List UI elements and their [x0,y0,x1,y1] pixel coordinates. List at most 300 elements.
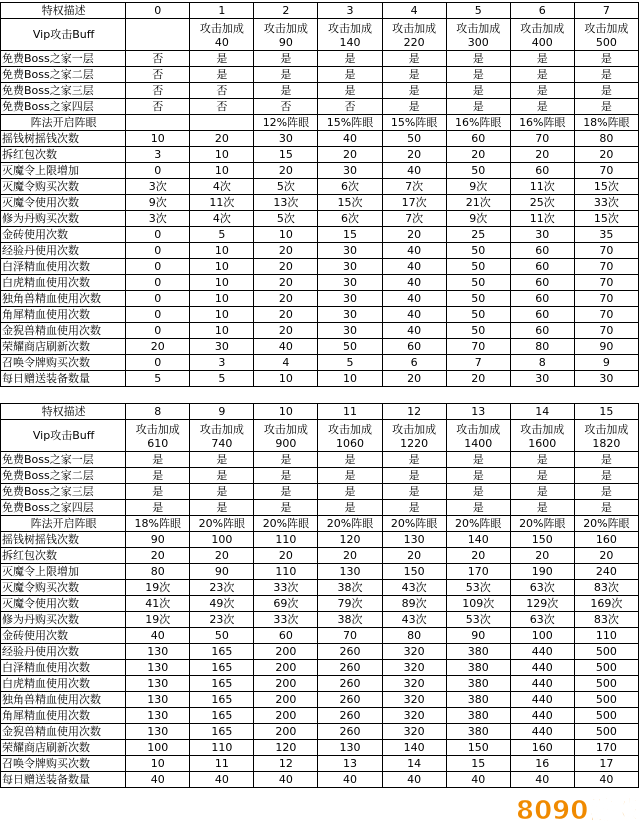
table-cell: 20 [254,323,318,339]
table-cell: 90 [190,564,254,580]
table-row [1,323,639,339]
buff-value: 40 [214,36,229,49]
row-label: Vip攻击Buff [1,19,126,51]
table-cell: 是 [382,51,446,67]
table-row [1,291,639,307]
row-label: 免费Boss之家三层 [1,484,126,500]
table-cell: 是 [446,500,510,516]
table-cell: 20 [190,131,254,147]
table-cell: 0 [126,227,190,243]
vip-level-header: 9 [190,404,254,420]
table-cell: 10 [254,371,318,387]
buff-prefix: 攻击加成 [456,22,501,35]
logo-text: 8090游戏 [516,796,636,826]
table-cell: 23次 [190,612,254,628]
table-cell: 30 [318,275,382,291]
table-row [1,468,639,484]
table-cell: 10 [126,131,190,147]
table-cell: 25次 [510,195,574,211]
table-cell: 是 [318,67,382,83]
table-cell: 380 [446,692,510,708]
row-label: 免费Boss之家二层 [1,468,126,484]
table-row [1,676,639,692]
table-cell: 70 [574,243,638,259]
table-cell: 120 [254,740,318,756]
table-cell: 169次 [574,596,638,612]
vip-level-header: 14 [510,404,574,420]
table-cell: 40 [382,259,446,275]
table-cell: 320 [382,644,446,660]
table-cell: 500 [574,676,638,692]
table-cell: 70 [574,291,638,307]
table-cell: 是 [126,500,190,516]
buff-value: 90 [278,36,293,49]
table-cell: 是 [446,99,510,115]
table-cell: 0 [126,323,190,339]
vip-level-header: 0 [126,3,190,19]
table-header-row [1,3,639,19]
table-cell: 0 [126,307,190,323]
table-cell: 260 [318,660,382,676]
table-cell: 110 [254,532,318,548]
table-cell: 40 [382,323,446,339]
table-cell: 17次 [382,195,446,211]
table-cell: 是 [446,452,510,468]
buff-cell [318,19,382,51]
table-cell: 12%阵眼 [254,115,318,131]
table-cell: 13 [318,756,382,772]
table-cell: 50 [318,339,382,355]
table-cell: 10 [190,275,254,291]
table-cell: 440 [510,708,574,724]
table-cell: 440 [510,644,574,660]
row-label: 独角兽精血使用次数 [1,692,126,708]
table-cell: 20 [254,291,318,307]
table-cell: 是 [190,468,254,484]
table-cell: 70 [574,275,638,291]
row-label: 召唤令牌购买次数 [1,756,126,772]
table-cell: 30 [318,243,382,259]
table-cell: 30 [318,307,382,323]
table-cell: 60 [382,339,446,355]
table-cell: 38次 [318,612,382,628]
row-label: 阵法开启阵眼 [1,516,126,532]
table-cell: 80 [510,339,574,355]
table-cell: 129次 [510,596,574,612]
table-cell: 110 [190,740,254,756]
table-cell: 150 [382,564,446,580]
table-row [1,724,639,740]
table-cell: 是 [382,83,446,99]
table-cell: 4 [254,355,318,371]
table-cell: 320 [382,676,446,692]
table-cell: 89次 [382,596,446,612]
table-cell: 0 [126,259,190,275]
table-cell: 30 [254,131,318,147]
table-cell: 240 [574,564,638,580]
row-label: 免费Boss之家四层 [1,500,126,516]
table-cell: 150 [510,532,574,548]
table-cell: 是 [574,99,638,115]
table-cell: 是 [318,500,382,516]
table-cell: 是 [510,83,574,99]
table-cell: 10 [190,259,254,275]
buff-prefix: 攻击加成 [520,423,565,436]
table-cell: 20%阵眼 [446,516,510,532]
table-cell: 150 [446,740,510,756]
table-cell: 20 [254,307,318,323]
table-cell: 是 [574,67,638,83]
table-cell: 否 [126,99,190,115]
table-cell: 50 [446,323,510,339]
row-label: 灭魔令购买次数 [1,580,126,596]
buff-cell [510,19,574,51]
table-cell: 440 [510,692,574,708]
table-cell: 是 [254,484,318,500]
table-cell: 53次 [446,612,510,628]
table-cell: 15 [318,227,382,243]
table-cell: 是 [446,67,510,83]
buff-value: 1220 [400,437,429,450]
buff-cell [190,420,254,452]
table-row [1,275,639,291]
table-cell: 是 [254,83,318,99]
table-cell: 否 [254,99,318,115]
table-cell [190,115,254,131]
buff-value: 740 [211,437,233,450]
table-cell: 是 [190,452,254,468]
buff-value: 1600 [528,437,557,450]
row-label: 独角兽精血使用次数 [1,291,126,307]
table-cell: 170 [446,564,510,580]
vip-table-levels-0-7 [0,2,639,387]
table-row [1,211,639,227]
vip-level-header: 11 [318,404,382,420]
table-cell: 130 [126,708,190,724]
table-cell: 15次 [318,195,382,211]
table-row [1,564,639,580]
table-cell: 是 [510,500,574,516]
table-cell: 是 [446,468,510,484]
table-cell: 4次 [190,179,254,195]
table-cell: 83次 [574,612,638,628]
table-cell: 40 [254,339,318,355]
table-cell: 是 [574,83,638,99]
table-cell: 是 [254,468,318,484]
table-cell: 30 [574,371,638,387]
table-cell: 380 [446,724,510,740]
table-cell: 20%阵眼 [574,516,638,532]
buff-prefix: 攻击加成 [584,22,629,35]
vip-table-levels-8-15 [0,403,639,788]
table-row [1,484,639,500]
table-row [1,339,639,355]
table-cell: 17 [574,756,638,772]
table-row [1,355,639,371]
table-cell: 190 [510,564,574,580]
buff-prefix: 攻击加成 [456,423,501,436]
buff-value: 1060 [336,437,365,450]
row-label: 白虎精血使用次数 [1,676,126,692]
header-label: 特权描述 [1,3,126,19]
table-cell: 是 [190,500,254,516]
table-cell: 40 [318,131,382,147]
row-label: 金砖使用次数 [1,227,126,243]
table-cell: 160 [574,532,638,548]
table-cell: 260 [318,724,382,740]
buff-cell [446,19,510,51]
table-cell: 79次 [318,596,382,612]
table-cell: 40 [574,772,638,788]
buff-cell [254,420,318,452]
table-cell: 5次 [254,211,318,227]
table-cell: 4次 [190,211,254,227]
table-cell: 14 [382,756,446,772]
table-row [1,516,639,532]
row-label: 召唤令牌购买次数 [1,355,126,371]
buff-cell [190,19,254,51]
table-cell: 440 [510,676,574,692]
table-cell: 否 [126,83,190,99]
table-cell: 15次 [574,179,638,195]
table-cell: 20 [190,548,254,564]
buff-cell [254,19,318,51]
table-cell: 否 [126,51,190,67]
table-cell: 110 [254,564,318,580]
logo-graphic [514,785,636,831]
table-cell: 50 [446,163,510,179]
table-cell: 20 [446,147,510,163]
table-row [1,371,639,387]
table-cell: 25 [446,227,510,243]
table-cell: 60 [510,163,574,179]
row-label: 免费Boss之家一层 [1,452,126,468]
table-cell: 165 [190,692,254,708]
table-cell: 5 [318,355,382,371]
table-cell: 43次 [382,612,446,628]
table-cell: 200 [254,676,318,692]
table-cell: 40 [382,307,446,323]
table-cell: 是 [382,99,446,115]
table-cell: 320 [382,692,446,708]
row-label: 阵法开启阵眼 [1,115,126,131]
table-cell: 20 [254,243,318,259]
buff-value: 300 [467,36,489,49]
table-cell: 10 [190,307,254,323]
table-row [1,195,639,211]
table-row [1,51,639,67]
table-cell: 是 [318,468,382,484]
table-cell: 16 [510,756,574,772]
table-cell: 21次 [446,195,510,211]
table-row [1,596,639,612]
table-cell: 20 [382,147,446,163]
table-cell: 16%阵眼 [510,115,574,131]
table-cell: 50 [446,259,510,275]
table-cell: 63次 [510,612,574,628]
table-cell: 是 [574,452,638,468]
table-cell: 是 [254,452,318,468]
table-cell: 19次 [126,612,190,628]
table-cell: 0 [126,291,190,307]
table-cell: 440 [510,660,574,676]
table-cell: 60 [510,307,574,323]
buff-cell [126,19,190,51]
table-cell: 23次 [190,580,254,596]
table-cell: 260 [318,644,382,660]
table-cell: 165 [190,724,254,740]
table-row [1,67,639,83]
table-cell: 380 [446,676,510,692]
table-cell: 100 [190,532,254,548]
row-label: 免费Boss之家二层 [1,67,126,83]
table-cell: 是 [126,484,190,500]
vip-level-header: 12 [382,404,446,420]
table-cell: 500 [574,660,638,676]
table-cell: 60 [510,275,574,291]
table-cell: 40 [190,772,254,788]
table-row [1,83,639,99]
table-cell: 7次 [382,179,446,195]
table-row [1,131,639,147]
table-cell: 9次 [126,195,190,211]
table-cell: 是 [190,67,254,83]
table-cell: 83次 [574,580,638,596]
vip-level-header: 4 [382,3,446,19]
table-cell: 是 [382,484,446,500]
table-cell: 20%阵眼 [382,516,446,532]
table-cell: 30 [190,339,254,355]
table-cell: 10 [318,371,382,387]
table-cell: 70 [574,307,638,323]
table-row [1,740,639,756]
table-cell: 15次 [574,211,638,227]
table-cell: 20 [510,548,574,564]
table-cell: 是 [382,468,446,484]
row-label: 免费Boss之家三层 [1,83,126,99]
table-cell: 是 [318,484,382,500]
buff-cell [126,420,190,452]
table-cell: 10 [190,163,254,179]
table-cell: 40 [382,275,446,291]
brand-logo [514,785,636,831]
table-cell: 130 [318,740,382,756]
table-cell: 30 [318,163,382,179]
table-row [1,756,639,772]
table-cell: 20 [318,147,382,163]
table-cell: 20 [446,548,510,564]
table-cell: 70 [574,259,638,275]
table-cell: 320 [382,724,446,740]
table-cell: 90 [446,628,510,644]
table-cell: 是 [254,51,318,67]
row-label: 荣耀商店刷新次数 [1,339,126,355]
vip-level-header: 1 [190,3,254,19]
table-cell: 170 [574,740,638,756]
table-row [1,147,639,163]
table-cell: 440 [510,724,574,740]
table-cell: 260 [318,676,382,692]
table-cell: 40 [254,772,318,788]
table-cell: 20 [382,227,446,243]
table-cell: 11次 [510,179,574,195]
table-cell: 130 [126,692,190,708]
table-cell: 33次 [254,612,318,628]
table-cell: 130 [126,676,190,692]
buff-cell [574,19,638,51]
table-cell: 20 [254,163,318,179]
vip-level-header: 3 [318,3,382,19]
table-cell: 否 [190,99,254,115]
table-cell: 90 [574,339,638,355]
table-cell: 40 [382,291,446,307]
table-row [1,243,639,259]
row-label: 金砖使用次数 [1,628,126,644]
table-cell: 100 [126,740,190,756]
row-label: 角犀精血使用次数 [1,307,126,323]
table-cell: 63次 [510,580,574,596]
row-label: 灭魔令购买次数 [1,179,126,195]
table-cell: 9次 [446,179,510,195]
table-cell: 140 [446,532,510,548]
row-label: 荣耀商店刷新次数 [1,740,126,756]
buff-value: 400 [531,36,553,49]
table-row [1,708,639,724]
table-cell: 30 [510,371,574,387]
table-cell: 是 [446,51,510,67]
table-cell: 60 [510,243,574,259]
table-cell: 是 [382,452,446,468]
table-cell: 是 [318,83,382,99]
table-cell: 是 [446,484,510,500]
table-cell: 是 [190,51,254,67]
table-cell: 40 [126,772,190,788]
table-cell: 60 [446,131,510,147]
buff-cell [318,420,382,452]
table-cell: 100 [510,628,574,644]
table-cell: 是 [510,67,574,83]
table-cell: 200 [254,644,318,660]
buff-prefix: 攻击加成 [199,22,244,35]
table-cell: 11 [190,756,254,772]
table-cell: 6次 [318,211,382,227]
table-cell: 500 [574,644,638,660]
table-cell: 5 [190,227,254,243]
table-cell: 33次 [254,580,318,596]
table-row [1,227,639,243]
table-cell: 30 [318,323,382,339]
row-label: Vip攻击Buff [1,420,126,452]
buff-cell [446,420,510,452]
table-cell: 38次 [318,580,382,596]
table-cell: 是 [574,484,638,500]
table-row [1,179,639,195]
table-cell: 50 [446,275,510,291]
row-label: 每日赠送装备数量 [1,772,126,788]
table-cell: 30 [510,227,574,243]
table-cell: 20 [254,259,318,275]
table-cell: 是 [126,468,190,484]
table-cell: 6 [382,355,446,371]
table-cell: 60 [510,291,574,307]
table-cell: 否 [126,67,190,83]
table-cell: 165 [190,708,254,724]
table-header-row [1,404,639,420]
table-row [1,99,639,115]
table-row [1,628,639,644]
table-cell: 260 [318,708,382,724]
table-cell: 是 [446,83,510,99]
